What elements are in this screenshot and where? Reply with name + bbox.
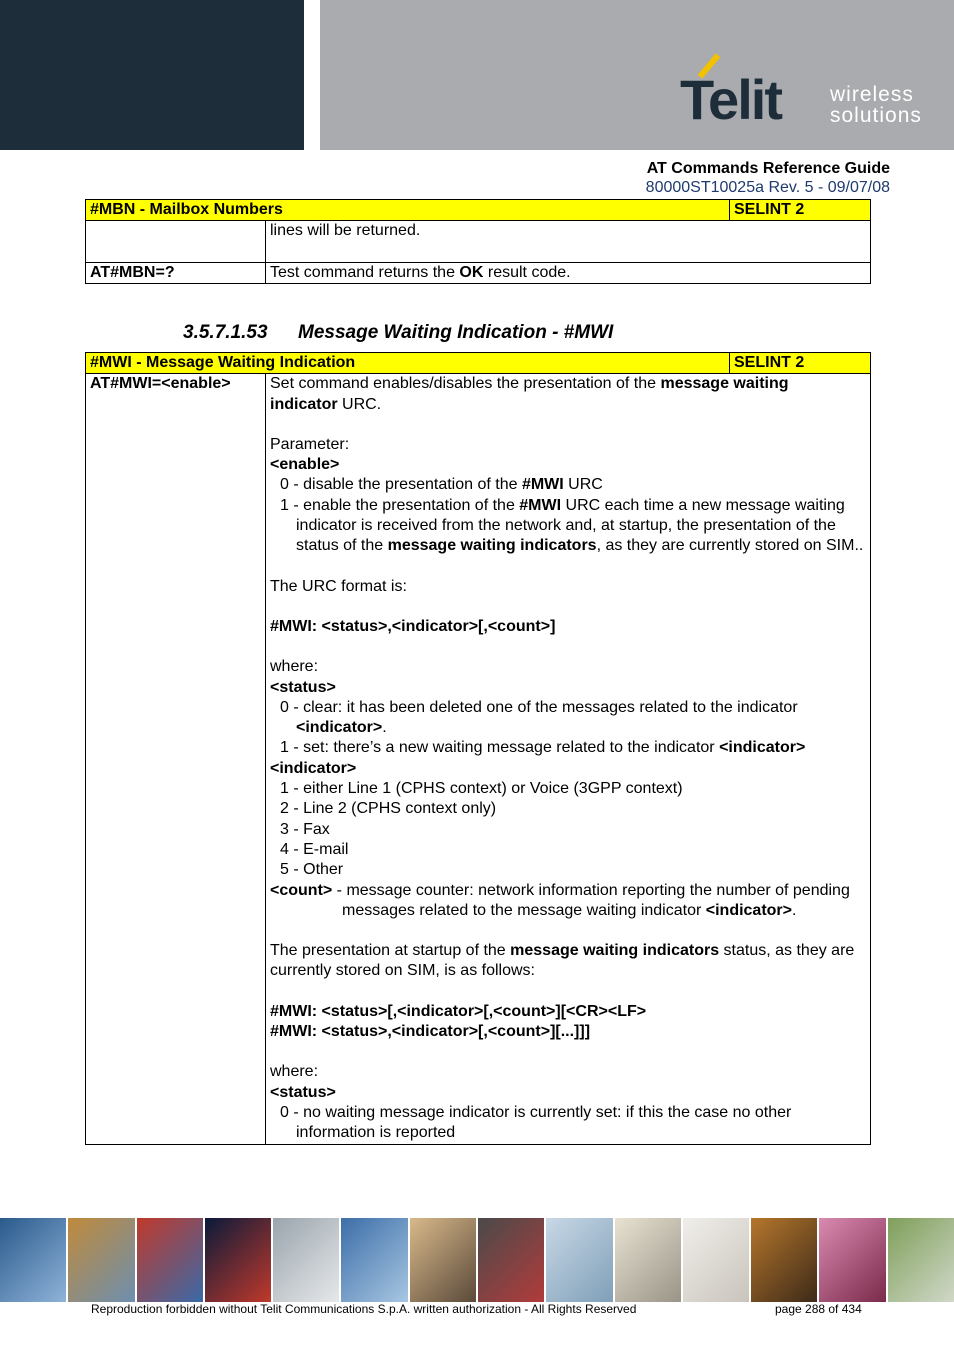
where-label-2: where: [270, 1063, 319, 1081]
mbn-row1-text: lines will be returned. [270, 222, 421, 240]
header-dark-panel [0, 0, 304, 150]
footer [91, 1302, 871, 1316]
param-status: <status> [270, 678, 336, 696]
mwi-set-cmd: AT#MWI=<enable> [86, 374, 266, 1144]
status2-value-0: 0 - no waiting message indicator is currently set: if this the case no other information is reported [280, 1103, 792, 1142]
telit-logo [680, 52, 940, 132]
strip-photo-card [410, 1218, 476, 1302]
mwi-intro: Set command enables/disables the presentation of the message waiting indicator URC. [270, 375, 789, 413]
mwi-table-title: #MWI - Message Waiting Indication [86, 353, 730, 374]
indicator-value-2: 2 - Line 2 (CPHS context only) [280, 800, 497, 818]
status-value-1: 1 - set: there’s a new waiting message related to the indicator <indicator> [280, 739, 806, 757]
strip-photo-clock [205, 1218, 271, 1302]
logo-tag-wireless: wireless [830, 83, 914, 106]
where-label-1: where: [270, 658, 319, 676]
section-title: Message Waiting Indication - #MWI [298, 322, 614, 343]
param-status-2: <status> [270, 1083, 336, 1101]
logo-tag-solutions: solutions [830, 104, 922, 127]
param-indicator: <indicator> [270, 759, 357, 777]
status-value-0: 0 - clear: it has been deleted one of the messages related to the indicator <indicator>. [280, 698, 798, 737]
strip-photo-camera [888, 1218, 954, 1302]
mbn-selint: SELINT 2 [730, 200, 871, 221]
mbn-test-cmd: AT#MBN=? [86, 262, 266, 283]
strip-photo-meter [615, 1218, 681, 1302]
startup-intro: The presentation at startup of the message waiting indicators status, as they are currently stored on SIM, is as follows: [270, 942, 855, 980]
indicator-value-1: 1 - either Line 1 (CPHS context) or Voice (3GPP context) [280, 780, 683, 798]
urc-format: #MWI: <status>,<indicator>[,<count>] [270, 617, 556, 635]
strip-photo-road [0, 1218, 66, 1302]
param-label: Parameter: [270, 435, 350, 453]
strip-photo-train [137, 1218, 203, 1302]
logo-tagline [830, 84, 922, 126]
urc-intro: The URC format is: [270, 577, 407, 595]
strip-photo-keyboard [273, 1218, 339, 1302]
mbn-row1-desc [266, 221, 871, 262]
enable-value-1: 1 - enable the presentation of the #MWI URC each time a new message waiting indicator is received from the network and, at startup, the presentation of the status of the message waiting indicators, as they are currently stored on SIM.. [280, 496, 864, 555]
indicator-value-3: 3 - Fax [280, 820, 330, 838]
mwi-selint: SELINT 2 [730, 353, 871, 374]
page-number: page 288 of 434 [775, 1302, 862, 1316]
strip-photo-phone [68, 1218, 134, 1302]
section-heading [183, 322, 613, 344]
mbn-test-desc: Test command returns the OK result code. [266, 262, 871, 283]
mwi-set-desc [266, 374, 871, 1144]
strip-photo-laser [683, 1218, 749, 1302]
mwi-table [85, 352, 871, 1145]
strip-photo-people [751, 1218, 817, 1302]
enable-value-0: 0 - disable the presentation of the #MWI URC [280, 476, 603, 494]
guide-title: AT Commands Reference Guide [646, 160, 890, 177]
logo-word: Telit [680, 68, 781, 131]
footer-notice: Reproduction forbidden without Telit Communications S.p.A. written authorization - All Rights Reserved [91, 1302, 637, 1316]
startup-format-2: #MWI: <status>,<indicator>[,<count>][...]]] [270, 1023, 591, 1041]
startup-format-1: #MWI: <status>[,<indicator>[,<count>][<CR><LF> [270, 1002, 647, 1020]
mbn-row1-cmd [86, 221, 266, 262]
section-number: 3.5.7.1.53 [183, 322, 268, 343]
strip-photo-windmills [546, 1218, 612, 1302]
strip-photo-shelves [819, 1218, 885, 1302]
mbn-table [85, 199, 871, 284]
doc-header [646, 159, 890, 197]
doc-reference: 80000ST10025a Rev. 5 - 09/07/08 [645, 179, 890, 196]
strip-photo-vending [478, 1218, 544, 1302]
mbn-table-title: #MBN - Mailbox Numbers [86, 200, 730, 221]
strip-photo-cyclist [341, 1218, 407, 1302]
indicator-value-5: 5 - Other [280, 861, 344, 879]
param-enable: <enable> [270, 456, 340, 474]
param-count: <count> - message counter: network information reporting the number of pending messages related to the message waiting indicator <indicator>. [270, 881, 850, 919]
footer-image-strip [0, 1218, 954, 1302]
indicator-value-4: 4 - E-mail [280, 840, 349, 858]
